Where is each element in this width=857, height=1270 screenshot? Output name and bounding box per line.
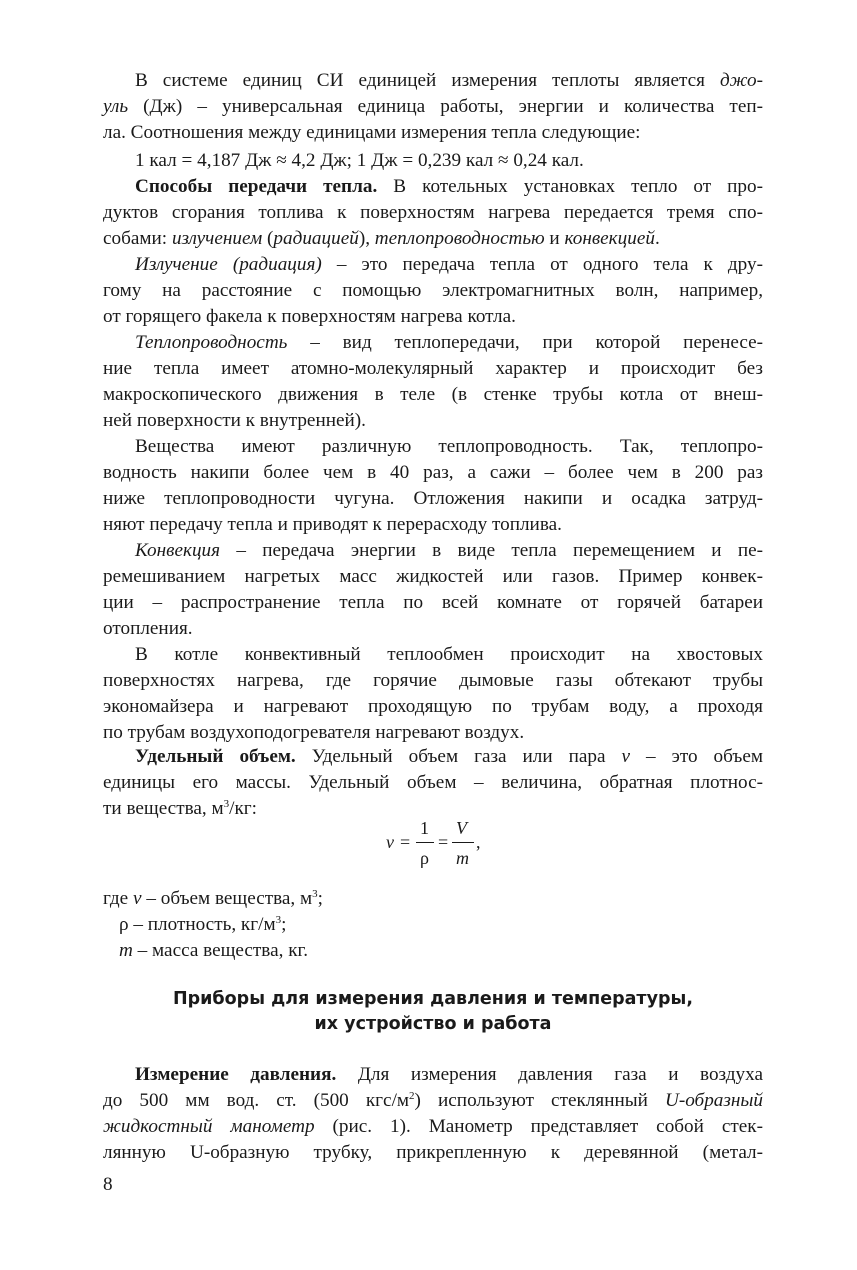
italic-term: v xyxy=(133,888,142,909)
text-span: экономайзера и нагревают проходящую по трубам воду, а проходя xyxy=(103,696,763,717)
text-line xyxy=(103,1114,763,1140)
text-line xyxy=(103,1088,763,1114)
text-line xyxy=(103,94,763,120)
italic-term: жидкостный манометр xyxy=(103,1116,315,1137)
text-span: собами: xyxy=(103,228,172,249)
section-heading-line2: их устройство и работа xyxy=(314,1014,552,1034)
text-span: ней поверхности к внутренней). xyxy=(103,410,366,431)
text-span: (рис. 1). Манометр представляет собой стек- xyxy=(314,1116,763,1137)
text-span: ремешиванием нагретых масс жидкостей или газов. Пример конвек- xyxy=(103,566,763,587)
text-line xyxy=(135,744,763,770)
text-span: ти вещества, м xyxy=(103,798,224,819)
formula-equals: = xyxy=(438,832,449,852)
italic-term: излучением xyxy=(171,228,263,249)
superscript: 2 xyxy=(409,1090,415,1102)
text-span: ; xyxy=(281,914,287,935)
text-line xyxy=(103,720,763,746)
text-span: водность накипи более чем в 40 раз, а сажи – более чем в 200 раз xyxy=(103,462,763,483)
text-span: Вещества имеют различную теплопроводность. Так, теплопро- xyxy=(135,436,763,457)
text-span: – это передача тепла от одного тела к дру- xyxy=(321,254,763,275)
italic-term: джо- xyxy=(719,70,763,91)
text-line xyxy=(103,770,763,796)
text-span: ), xyxy=(358,228,375,249)
text-span: ние тепла имеет атомно-молекулярный характер и происходит без xyxy=(103,358,763,379)
text-line xyxy=(103,382,763,408)
text-span: макроскопического движения в теле (в стенке трубы котла от внеш- xyxy=(103,384,763,405)
italic-term: v xyxy=(621,746,631,767)
formula-numerator: 1 xyxy=(420,818,429,838)
text-line xyxy=(103,668,763,694)
text-span: /кг: xyxy=(229,798,258,819)
text-line xyxy=(103,616,763,642)
formula-equals: = xyxy=(400,832,411,852)
text-line xyxy=(103,408,763,434)
text-span: единицы его массы. Удельный объем – величина, обратная плотнос- xyxy=(103,772,763,793)
fraction-bar xyxy=(452,842,474,843)
text-span: . xyxy=(654,228,660,249)
text-line xyxy=(103,694,763,720)
text-line xyxy=(135,174,763,200)
text-span: отопления. xyxy=(103,618,193,639)
definition-line xyxy=(119,938,763,964)
section-heading-line1: Приборы для измерения давления и температуры, xyxy=(173,989,693,1009)
section-run-in-heading: Способы передачи тепла. xyxy=(135,176,378,197)
specific-volume-formula xyxy=(380,814,520,874)
text-span: гому на расстояние с помощью электромагнитных волн, например, xyxy=(103,280,763,301)
text-span: – объем вещества, м xyxy=(141,888,313,909)
text-span: – это объем xyxy=(630,746,764,767)
text-span: лянную U-образную трубку, прикрепленную к деревянной (метал- xyxy=(103,1142,763,1163)
page-number: 8 xyxy=(103,1174,113,1195)
formula-denominator: ρ xyxy=(420,848,429,868)
section-run-in-heading: Измерение давления. xyxy=(135,1064,337,1085)
text-span: (Дж) – универсальная единица работы, энергии и количества теп- xyxy=(128,96,763,117)
text-span: где xyxy=(103,888,133,909)
text-line xyxy=(135,252,763,278)
text-span: – передача энергии в виде тепла перемещением и пе- xyxy=(220,540,763,561)
text-line xyxy=(103,460,763,486)
italic-term: Излучение (радиация) xyxy=(135,254,322,275)
italic-term: уль xyxy=(103,96,129,117)
text-span: ниже теплопроводности чугуна. Отложения накипи и осадка затруд- xyxy=(103,488,763,509)
text-line xyxy=(103,226,763,252)
text-span: дуктов сгорания топлива к поверхностям нагрева передается тремя спо- xyxy=(103,202,763,223)
text-span: и xyxy=(544,228,565,249)
superscript: 3 xyxy=(312,888,318,900)
text-line xyxy=(135,642,763,668)
text-span: – масса вещества, кг. xyxy=(132,940,309,961)
text-line xyxy=(103,278,763,304)
text-span: ции – распространение тепла по всей комнате от горячей батареи xyxy=(103,592,763,613)
formula-numerator: V xyxy=(456,818,467,838)
formula-denominator: m xyxy=(456,848,469,868)
text-span: ρ – плотность, кг/м xyxy=(119,914,276,935)
text-line xyxy=(103,1140,763,1166)
text-span: ( xyxy=(262,228,274,249)
text-span: ; xyxy=(317,888,324,909)
text-line xyxy=(135,538,763,564)
italic-term: Конвекция xyxy=(135,540,221,561)
text-span: поверхностях нагрева, где горячие дымовые газы обтекают трубы xyxy=(103,670,763,691)
text-span: – вид теплопередачи, при которой перенесе- xyxy=(287,332,763,353)
text-span: В котле конвективный теплообмен происходит на хвостовых xyxy=(135,644,763,665)
text-line xyxy=(103,304,763,330)
text-span: Для измерения давления газа и воздуха xyxy=(336,1064,764,1085)
text-line xyxy=(135,1062,763,1088)
text-span: ) используют стеклянный xyxy=(414,1090,665,1111)
text-line xyxy=(135,434,763,460)
definition-line xyxy=(103,886,763,912)
text-line xyxy=(135,68,763,94)
text-line xyxy=(103,486,763,512)
text-span: В котельных установках тепло от про- xyxy=(377,176,764,197)
text-line xyxy=(135,330,763,356)
superscript: 3 xyxy=(275,914,282,926)
text-span: ла. Соотношения между единицами измерения тепла следующие: xyxy=(103,122,641,143)
superscript: 3 xyxy=(223,798,230,810)
text-span: по трубам воздухоподогревателя нагревают воздух. xyxy=(103,722,525,743)
fraction-bar xyxy=(416,842,434,843)
italic-term: теплопроводностью xyxy=(374,228,545,249)
conversion-line xyxy=(135,148,763,174)
text-span: до 500 мм вод. ст. (500 кгс/м xyxy=(103,1090,410,1111)
text-line xyxy=(103,200,763,226)
italic-term: U-образный xyxy=(664,1090,763,1111)
text-line xyxy=(103,590,763,616)
definition-line xyxy=(119,912,763,938)
text-span: от горящего факела к поверхностям нагрева котла. xyxy=(103,306,516,327)
text-line xyxy=(103,356,763,382)
formula-comma: , xyxy=(476,832,481,852)
section-run-in-heading: Удельный объем. xyxy=(135,746,296,767)
italic-term: m xyxy=(119,940,133,961)
text-span: В системе единиц СИ единицей измерения теплоты является xyxy=(135,70,720,91)
italic-term: конвекцией xyxy=(564,228,655,249)
text-span: 1 кал = 4,187 Дж ≈ 4,2 Дж; 1 Дж = 0,239 кал ≈ 0,24 кал. xyxy=(135,150,584,171)
text-line xyxy=(103,512,763,538)
formula-symbol: v xyxy=(386,832,394,852)
text-span: Удельный объем газа или пара xyxy=(295,746,622,767)
italic-term: Теплопроводность xyxy=(135,332,288,353)
text-line xyxy=(103,120,763,146)
italic-term: радиацией xyxy=(273,228,359,249)
text-span: няют передачу тепла и приводят к перерасходу топлива. xyxy=(103,514,562,535)
text-line xyxy=(103,564,763,590)
